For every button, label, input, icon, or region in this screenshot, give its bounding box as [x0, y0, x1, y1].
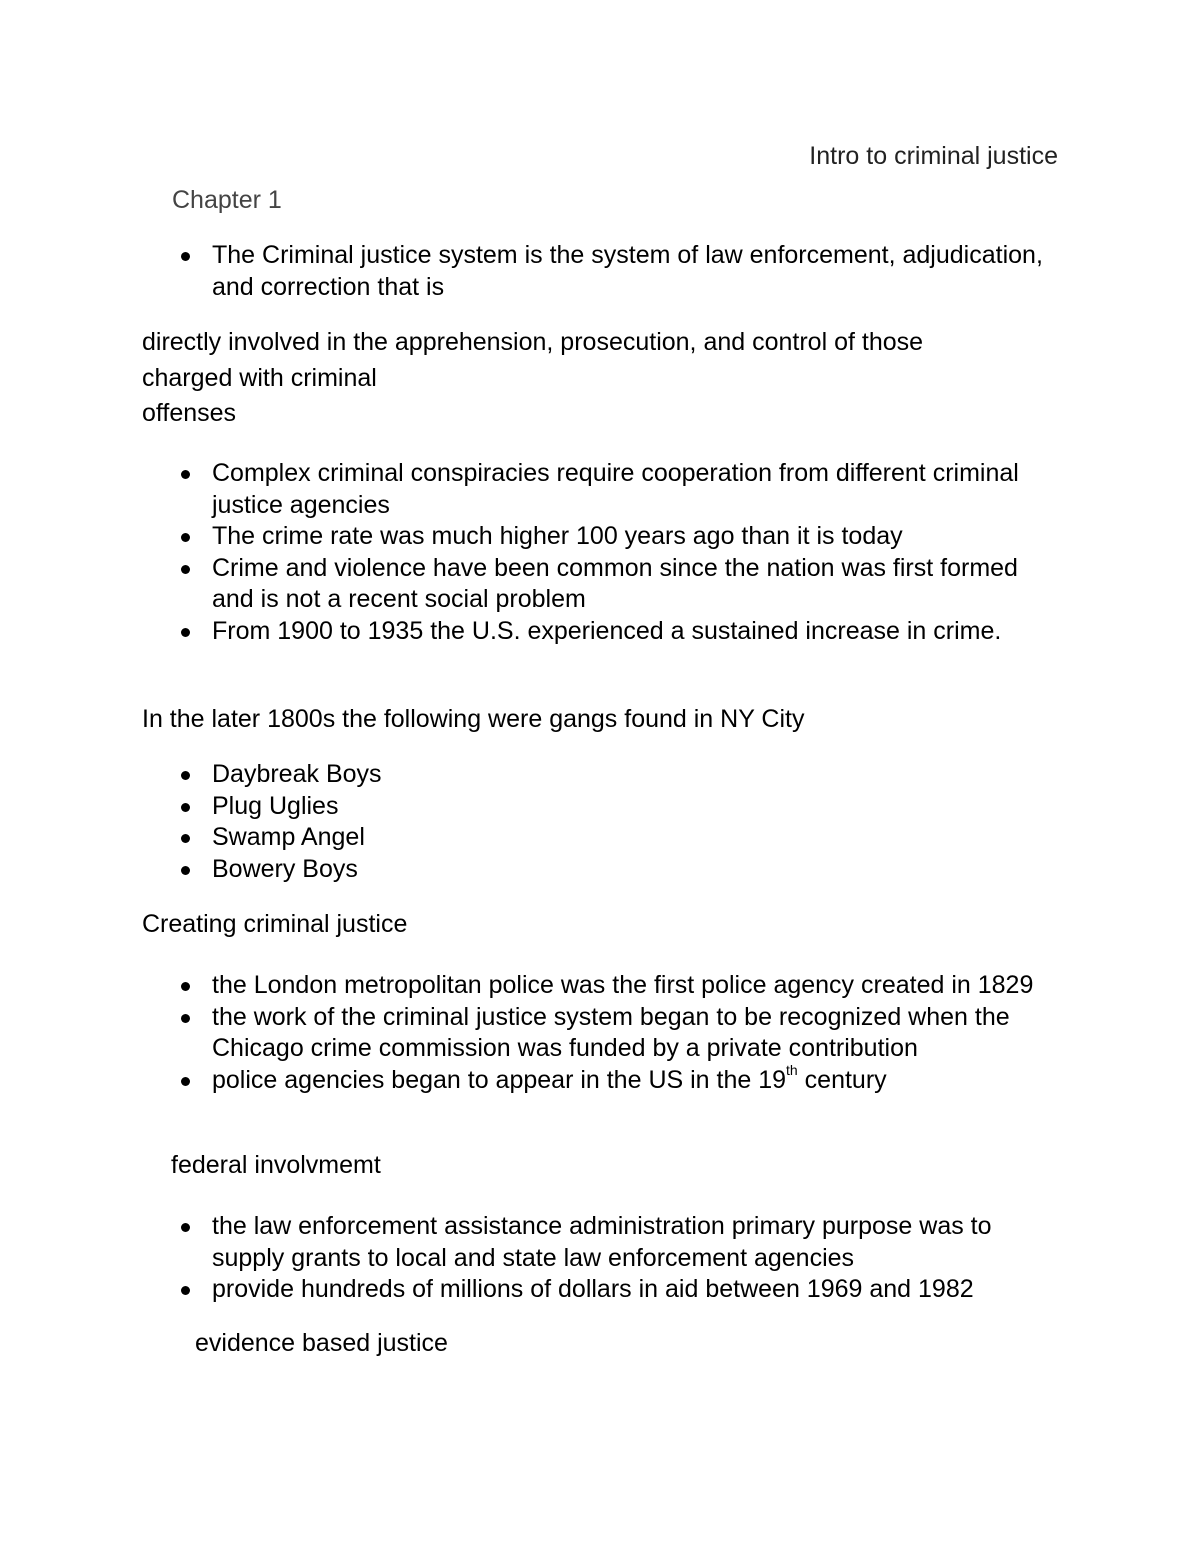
list-item: From 1900 to 1935 the U.S. experienced a sustained increase in crime.: [0, 616, 1200, 648]
list-item-century: [0, 1062, 1200, 1097]
chapter-label: Chapter 1: [172, 186, 282, 214]
creating-heading: Creating criminal justice: [142, 910, 408, 938]
course-title: Intro to criminal justice: [809, 142, 1058, 170]
list-item: Plug Uglies: [0, 791, 1200, 823]
list-item: the work of the criminal justice system began to be recognized when the Chicago crime commission was funded by a private contribution: [0, 1002, 1200, 1065]
century-suffix: century: [797, 1065, 887, 1094]
list-item: Crime and violence have been common since the nation was first formed and is not a recent social problem: [0, 553, 1200, 616]
list-item: Daybreak Boys: [0, 759, 1200, 791]
list-item: the London metropolitan police was the first police agency created in 1829: [0, 970, 1200, 1002]
gangs-heading: In the later 1800s the following were gangs found in NY City: [142, 705, 805, 733]
continuation-line: offenses: [142, 399, 237, 427]
list-item: Complex criminal conspiracies require cooperation from different criminal justice agencies: [0, 458, 1200, 521]
continuation-line: directly involved in the apprehension, prosecution, and control of those: [142, 328, 924, 356]
gangs-list: [0, 759, 1200, 885]
definition-bullet: The Criminal justice system is the system of law enforcement, adjudication, and correction that is: [0, 240, 1200, 303]
list-item: The crime rate was much higher 100 years ago than it is today: [0, 521, 1200, 553]
creating-list: [0, 970, 1200, 1096]
federal-list: [0, 1211, 1200, 1306]
century-superscript: th: [786, 1062, 798, 1079]
definition-list: [0, 240, 1200, 303]
definition-continuation: [142, 324, 1020, 431]
continuation-line: charged with criminal: [142, 364, 377, 392]
list-item: Swamp Angel: [0, 822, 1200, 854]
century-text: police agencies began to appear in the US in the 19: [212, 1065, 787, 1094]
list-item: Bowery Boys: [0, 854, 1200, 886]
federal-heading: federal involvmemt: [171, 1151, 381, 1179]
facts-list: [0, 458, 1200, 647]
list-item: provide hundreds of millions of dollars in aid between 1969 and 1982: [0, 1274, 1200, 1306]
list-item: the law enforcement assistance administration primary purpose was to supply grants to local and state law enforcement agencies: [0, 1211, 1200, 1274]
evidence-heading: evidence based justice: [195, 1329, 448, 1357]
